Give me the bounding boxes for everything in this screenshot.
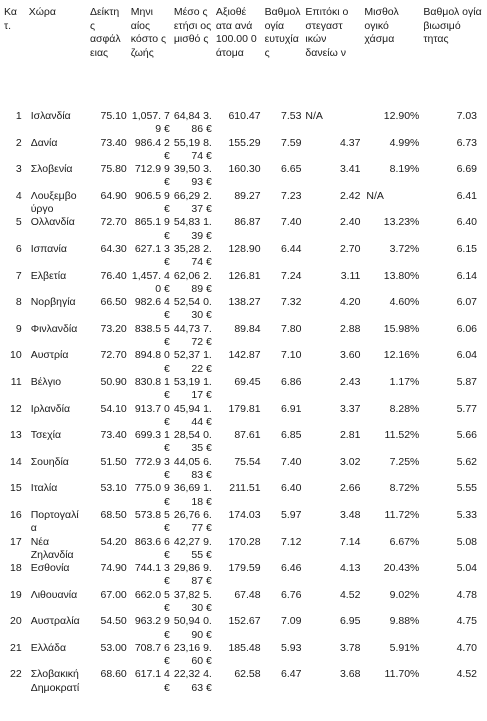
cell-annual-wage: 26,76 6.77 € [173,508,212,535]
cell-mortgage-rate: 2.43 [339,375,361,388]
cell-pay-gap: 9.02% [389,588,420,601]
cell-annual-wage: 45,94 1.44 € [173,402,212,428]
cell-country: Δανία [30,136,58,149]
cell-happiness-score: 6.65 [280,163,302,176]
table-row [4,509,485,536]
cell-sustainability-score: 5.55 [456,482,477,495]
table-row [4,642,485,669]
cell-sustainability-score: 6.07 [456,296,477,309]
cell-safety-index: 54.10 [100,402,127,415]
cell-sustainability-score: 6.73 [456,136,477,149]
cell-pay-gap: 13.23% [383,216,420,229]
cell-safety-index: 66.50 [100,296,127,309]
table-row [4,562,485,589]
cell-attractions: 610.47 [228,110,261,122]
table-row [4,482,485,509]
cell-attractions: 86.87 [234,216,261,229]
cell-mortgage-rate: 3.02 [339,455,361,468]
cell-annual-wage: 35,28 2.74 € [173,242,212,269]
cell-attractions: 89.84 [234,322,261,335]
cell-monthly-cost: 1,057. 79 € [131,110,170,136]
cell-attractions: 152.67 [228,615,261,628]
cell-happiness-score: 6.85 [280,429,302,442]
cell-mortgage-rate: 2.40 [339,216,361,229]
cell-sustainability-score: 6.04 [456,349,477,362]
cell-pay-gap: 8.19% [389,163,420,176]
cell-safety-index: 73.40 [100,429,127,442]
header-monthly-cost: Μηνι αίος κόστο ς ζωής [130,6,167,59]
cell-monthly-cost: 982.6 4 € [134,296,170,322]
cell-attractions: 211.51 [229,482,261,495]
cell-country: Εσθονία [30,562,70,575]
cell-monthly-cost: 894.8 0 € [134,349,170,375]
cell-rank: 2 [15,136,22,149]
cell-attractions: 142.87 [228,349,261,362]
cell-annual-wage: 66,29 2.37 € [173,189,212,216]
cell-monthly-cost: 775.0 9 € [134,482,170,508]
cell-rank: 17 [10,535,22,548]
cell-safety-index: 51.50 [100,455,127,468]
table-row [4,137,485,164]
cell-pay-gap: 12.90% [383,110,420,122]
cell-attractions: 87.61 [234,429,261,442]
cell-monthly-cost: 772.9 3 € [134,455,170,482]
cell-happiness-score: 6.91 [280,402,302,415]
header-rank: Κα τ. [4,6,17,32]
cell-safety-index: 68.60 [100,668,127,681]
cell-country: Ισπανία [30,242,67,255]
cell-annual-wage: 50,94 0.90 € [173,615,212,641]
table-row [4,270,485,297]
cell-rank: 11 [10,375,22,388]
cell-happiness-score: 5.93 [280,641,302,654]
cell-monthly-cost: 913.7 0 € [134,402,170,428]
cell-monthly-cost: 627.1 3 € [134,242,170,269]
cell-sustainability-score: 6.06 [456,322,477,335]
cell-monthly-cost: 708.7 6 € [134,641,170,668]
table-row [4,376,485,403]
cell-safety-index: 75.80 [100,163,127,176]
cell-monthly-cost: 617.1 4 € [134,668,170,694]
table-row [4,615,485,642]
cell-safety-index: 54.20 [100,535,127,548]
cell-rank: 20 [10,615,22,628]
table-body [4,110,485,695]
cell-monthly-cost: 573.8 5 € [134,508,170,535]
cell-rank: 4 [15,189,22,202]
cell-safety-index: 54.50 [100,615,127,628]
table-row [4,243,485,270]
cell-monthly-cost: 865.1 9 € [134,216,170,242]
cell-rank: 8 [15,296,22,309]
header-annual-wage: Μέσο ς ετήσι ος μισθό ς [173,6,212,45]
header-safety-index: Δείκτη ς ασφάλ ειας [89,6,121,59]
cell-attractions: 67.48 [234,588,261,601]
table-row [4,190,485,217]
cell-happiness-score: 6.46 [280,562,302,575]
cell-monthly-cost: 963.2 9 € [134,615,170,641]
header-happiness-score: Βαθμολ ογία ευτυχία ς [264,6,301,59]
cell-attractions: 62.58 [234,668,261,681]
cell-rank: 12 [10,402,22,415]
cell-attractions: 155.29 [228,136,261,149]
cell-pay-gap: 3.72% [389,242,420,255]
cell-pay-gap: 5.91% [389,641,420,654]
cell-country: Σλοβακική Δημοκρατί [30,668,80,694]
cell-mortgage-rate: 2.66 [339,482,361,495]
cell-pay-gap: 6.67% [389,535,420,548]
cell-country: Ισλανδία [30,110,71,122]
cell-safety-index: 72.70 [100,216,127,229]
cell-happiness-score: 6.44 [280,242,302,255]
cell-annual-wage: 53,19 1.17 € [173,375,212,402]
cell-attractions: 138.27 [228,296,261,309]
cell-sustainability-score: 6.41 [456,189,477,202]
cell-attractions: 75.54 [234,455,261,468]
cell-attractions: 69.45 [234,375,261,388]
cell-pay-gap: 11.52% [384,429,420,442]
cell-pay-gap: 4.60% [389,296,420,309]
cell-attractions: 160.30 [228,163,261,176]
cell-happiness-score: 7.40 [280,455,302,468]
cell-happiness-score: 7.59 [280,136,302,149]
cell-annual-wage: 36,69 1.18 € [173,482,212,508]
cell-pay-gap: 9.88% [389,615,420,628]
cell-rank: 21 [10,641,22,654]
cell-sustainability-score: 5.62 [456,455,477,468]
cell-pay-gap: 8.28% [389,402,420,415]
cell-safety-index: 73.40 [100,136,127,149]
cell-safety-index: 50.90 [100,375,127,388]
cell-country: Λιθουανία [30,588,78,601]
cell-monthly-cost: 838.5 5 € [134,322,170,349]
cell-country: Λουξεμβο ύργο [30,189,77,216]
cell-sustainability-score: 5.87 [456,375,477,388]
cell-attractions: 128.90 [228,242,261,255]
cell-rank: 13 [10,429,22,442]
cell-country: Βέλγιο [30,375,62,388]
cell-sustainability-score: 6.69 [456,163,477,176]
table-row [4,536,485,563]
cell-pay-gap: 20.43% [383,562,420,575]
cell-rank: 7 [15,269,22,282]
cell-mortgage-rate: 4.37 [339,136,361,149]
cell-country: Αυστρία [30,349,69,362]
cell-mortgage-rate: 7.14 [339,535,361,548]
cell-mortgage-rate: 2.81 [339,429,361,442]
cell-sustainability-score: 4.52 [456,668,477,681]
table-row [4,323,485,350]
table-row [4,110,485,137]
cell-mortgage-rate: 2.70 [339,242,361,255]
cell-country: Ιρλανδία [30,402,71,415]
cell-safety-index: 76.40 [100,269,127,282]
cell-mortgage-rate: 3.78 [339,641,361,654]
header-attractions: Αξιοθέ ατα ανά 100.00 0 άτομα [215,6,257,59]
cell-monthly-cost: 744.1 3 € [134,562,170,588]
cell-mortgage-rate: 2.88 [339,322,361,335]
cell-safety-index: 53.10 [100,482,127,495]
cell-attractions: 185.48 [228,641,261,654]
cell-country: Νέα Ζηλανδία [30,535,74,561]
cell-annual-wage: 52,54 0.30 € [173,296,212,322]
cell-sustainability-score: 5.33 [456,508,477,521]
cell-safety-index: 53.00 [100,641,127,654]
cell-country: Πορτογαλί α [30,508,79,535]
cell-rank: 18 [10,562,22,575]
cell-monthly-cost: 1,457. 40 € [131,269,170,295]
cell-annual-wage: 44,05 6.83 € [173,455,212,482]
cell-annual-wage: 39,50 3.93 € [173,163,212,189]
cell-annual-wage: 62,06 2.89 € [173,269,212,295]
cell-safety-index: 74.90 [100,562,127,575]
cell-happiness-score: 5.97 [280,508,302,521]
cell-mortgage-rate: 2.42 [339,189,361,202]
cell-rank: 6 [15,242,22,255]
table-row [4,296,485,323]
table-row [4,668,485,695]
cell-safety-index: 64.90 [100,189,127,202]
cell-pay-gap: 13.80% [383,269,420,282]
cell-safety-index: 75.10 [100,110,127,122]
cell-mortgage-rate: 3.68 [339,668,361,681]
cell-country: Σλοβενία [30,163,73,176]
cell-happiness-score: 7.12 [280,535,302,548]
cell-happiness-score: 7.10 [280,349,302,362]
cell-rank: 14 [10,455,22,468]
table-row [4,589,485,616]
cell-attractions: 174.03 [228,508,261,521]
cell-rank: 1 [15,110,22,122]
cell-happiness-score: 6.47 [280,668,302,681]
cell-annual-wage: 23,16 9.60 € [173,641,212,668]
cell-rank: 5 [15,216,22,229]
cell-happiness-score: 6.86 [280,375,302,388]
cell-monthly-cost: 986.4 2 € [134,136,170,162]
cell-annual-wage: 22,32 4.63 € [173,668,212,694]
cell-happiness-score: 7.40 [280,216,302,229]
cell-pay-gap: 1.17% [389,375,420,388]
cell-mortgage-rate: 3.48 [339,508,361,521]
cell-mortgage-rate: 3.11 [340,269,361,282]
table-row [4,403,485,430]
cell-sustainability-score: 6.15 [456,242,477,255]
cell-country: Ελλάδα [30,641,67,654]
cell-sustainability-score: 5.04 [456,562,477,575]
cell-happiness-score: 7.32 [280,296,302,309]
cell-rank: 15 [10,482,22,495]
cell-sustainability-score: 6.14 [456,269,477,282]
header-mortgage-rate: Επιτόκι ο στεγαστ ικών δανείω ν [305,6,349,59]
cell-country: Ελβετία [30,269,67,282]
table-row [4,216,485,243]
cell-annual-wage: 64,84 3.86 € [173,110,212,136]
cell-country: Ιταλία [30,482,58,495]
cell-country: Φινλανδία [30,322,78,335]
header-pay-gap: Μισθολ ογικό χάσμα [364,6,399,45]
cell-rank: 16 [10,508,22,521]
cell-mortgage-rate: 6.95 [339,615,361,628]
cell-rank: 19 [10,588,22,601]
cell-annual-wage: 37,82 5.30 € [173,588,212,614]
cell-sustainability-score: 5.77 [456,402,477,415]
table-row [4,456,485,483]
cell-annual-wage: 28,54 0.35 € [173,429,212,455]
cell-attractions: 89.27 [234,189,261,202]
cell-monthly-cost: 863.6 6 € [134,535,170,561]
cell-mortgage-rate: 4.20 [339,296,361,309]
cell-happiness-score: 7.09 [280,615,302,628]
cell-happiness-score: 7.24 [280,269,302,282]
cell-rank: 9 [15,322,22,335]
cell-happiness-score: 7.53 [280,110,302,122]
countries-table [4,4,485,695]
cell-safety-index: 72.70 [100,349,127,362]
cell-happiness-score: 7.80 [280,322,302,335]
cell-pay-gap: 15.98% [383,322,420,335]
cell-country: Ολλανδία [30,216,75,229]
cell-monthly-cost: 830.8 1 € [134,375,170,402]
cell-happiness-score: 7.23 [280,189,302,202]
table-row [4,349,485,376]
cell-pay-gap: N/A [366,189,384,202]
cell-sustainability-score: 6.40 [456,216,477,229]
cell-annual-wage: 54,83 1.39 € [173,216,212,242]
cell-annual-wage: 29,86 9.87 € [173,562,212,588]
cell-safety-index: 68.50 [100,508,127,521]
cell-attractions: 170.28 [228,535,261,548]
cell-pay-gap: 12.16% [383,349,420,362]
table-header [4,4,485,110]
cell-country: Σουηδία [30,455,69,468]
cell-sustainability-score: 5.66 [456,429,477,442]
cell-annual-wage: 44,73 7.72 € [173,322,212,349]
cell-annual-wage: 52,37 1.22 € [173,349,212,375]
cell-country: Αυστραλία [30,615,80,628]
cell-sustainability-score: 7.03 [456,110,477,122]
cell-rank: 22 [10,668,22,681]
header-row [4,4,485,110]
cell-sustainability-score: 5.08 [456,535,477,548]
cell-safety-index: 64.30 [100,242,127,255]
cell-monthly-cost: 662.0 5 € [134,588,170,614]
cell-rank: 3 [15,163,22,176]
cell-monthly-cost: 906.5 9 € [134,189,170,216]
cell-rank: 10 [10,349,22,362]
header-country: Χώρα [28,6,56,18]
cell-attractions: 126.81 [228,269,261,282]
cell-happiness-score: 6.76 [280,588,302,601]
cell-country: Νορβηγία [30,296,76,309]
cell-safety-index: 73.20 [100,322,127,335]
cell-pay-gap: 11.70% [384,668,420,681]
cell-pay-gap: 8.72% [389,482,420,495]
cell-sustainability-score: 4.75 [456,615,477,628]
cell-mortgage-rate: N/A [305,110,323,122]
cell-mortgage-rate: 4.13 [339,562,361,575]
cell-mortgage-rate: 3.60 [339,349,361,362]
cell-happiness-score: 6.40 [280,482,302,495]
cell-pay-gap: 11.72% [384,508,420,521]
cell-attractions: 179.81 [228,402,261,415]
cell-annual-wage: 55,19 8.74 € [173,136,212,162]
cell-monthly-cost: 712.9 9 € [134,163,170,189]
table-row [4,163,485,190]
cell-mortgage-rate: 3.41 [339,163,361,176]
header-sustainability-score: Βαθμολ ογία βιωσιμό τητας [423,6,482,45]
cell-monthly-cost: 699.3 1 € [134,429,170,455]
cell-safety-index: 67.00 [100,588,127,601]
cell-mortgage-rate: 3.37 [339,402,361,415]
cell-country: Τσεχία [30,429,62,442]
cell-attractions: 179.59 [228,562,261,575]
cell-mortgage-rate: 4.52 [339,588,361,601]
cell-pay-gap: 7.25% [389,455,420,468]
cell-pay-gap: 4.99% [389,136,420,149]
table-row [4,429,485,456]
cell-sustainability-score: 4.70 [456,641,477,654]
cell-annual-wage: 42,27 9.55 € [173,535,212,561]
cell-sustainability-score: 4.78 [456,588,477,601]
